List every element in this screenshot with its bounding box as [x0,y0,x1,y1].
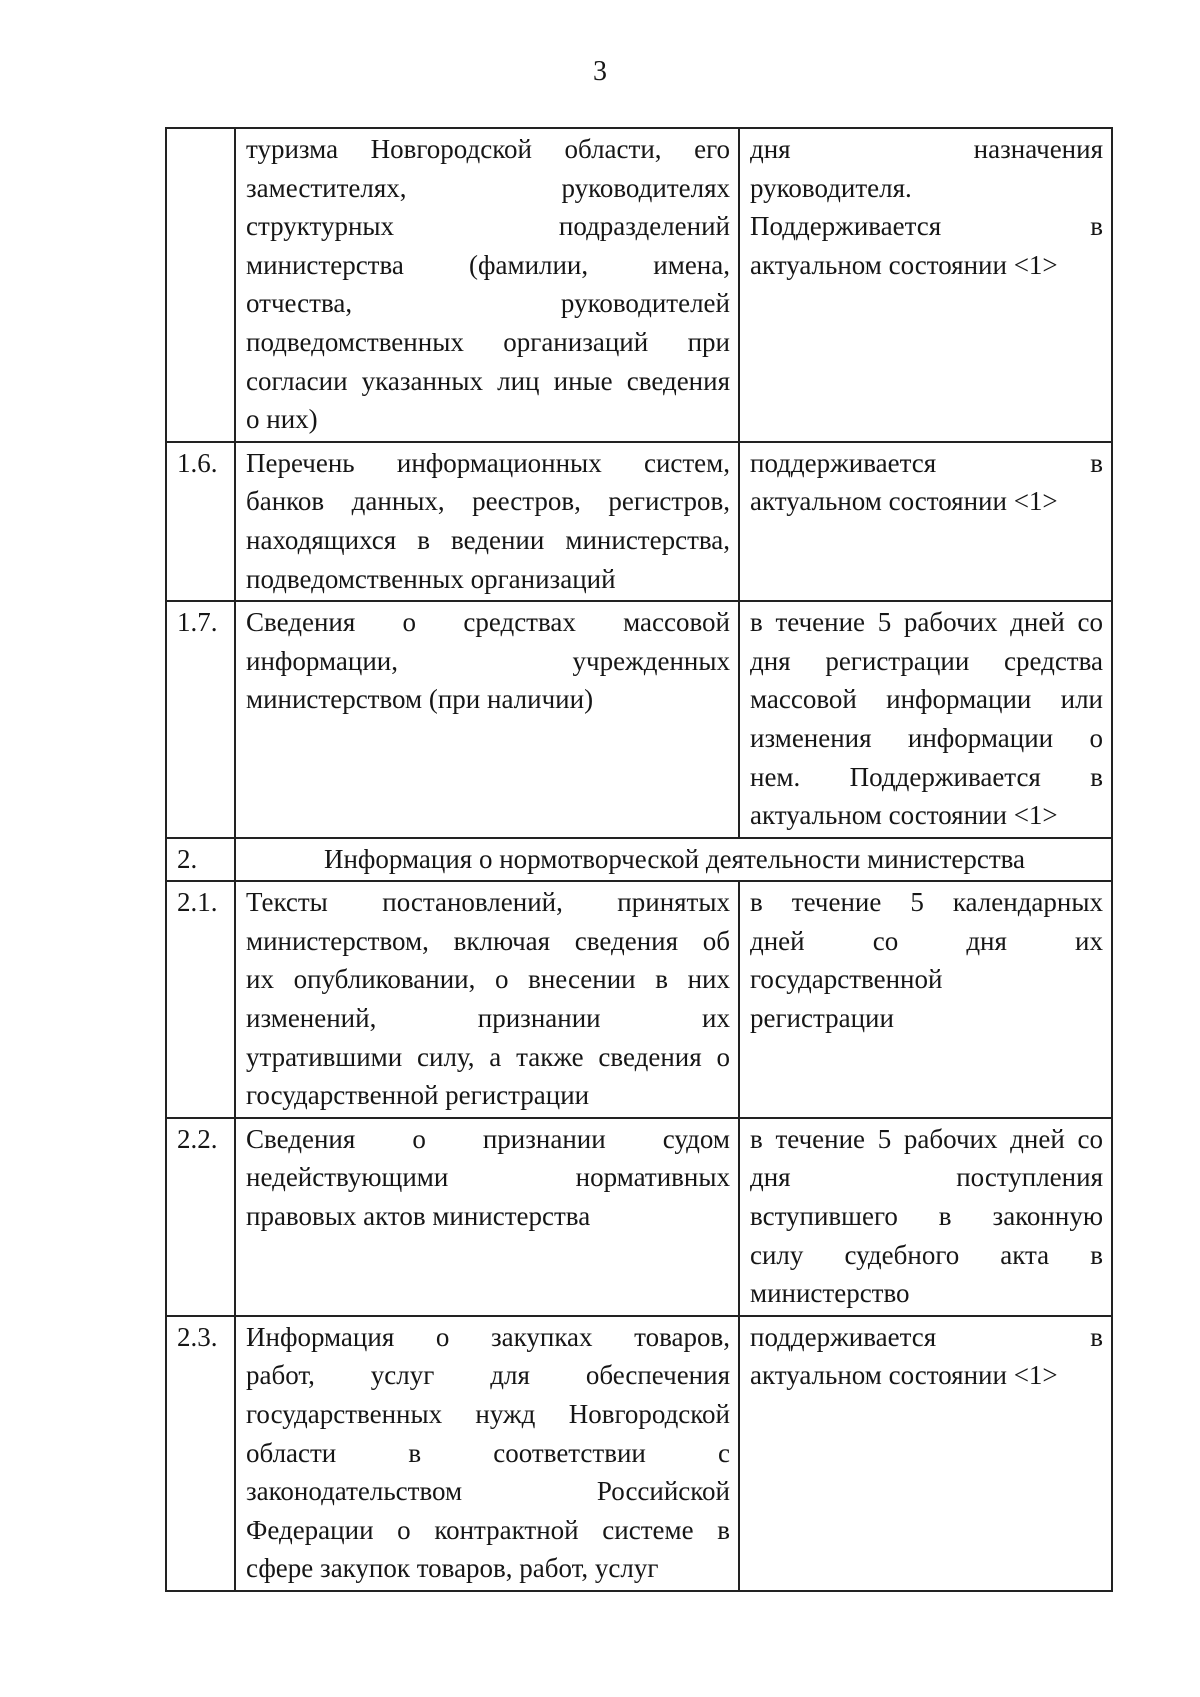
text-line: актуальном состоянии <1> [750,249,1058,280]
text-line: государственной [750,964,943,995]
text-line: Поддерживается в [750,211,1103,242]
table-row [166,881,1112,1118]
text-line: дня регистрации средства [750,645,1103,676]
text-line: информации, учрежденных [246,645,730,676]
text-line: министерства (фамилии, имена, [246,249,730,280]
publication-table [165,127,1113,1592]
text-line: дней со дня их [750,925,1103,956]
row-number [166,128,235,442]
text-line: Сведения о средствах массовой [246,607,730,638]
text-line: регистрации [750,1003,894,1034]
text-line: массовой информации или [750,684,1103,715]
row-number: 2.2. [166,1118,235,1316]
info-cell [235,881,739,1118]
text-line: министерство [750,1278,910,1309]
text-line: Информация о закупках товаров, [246,1321,730,1352]
table-row [166,601,1112,838]
text-line: актуальном состоянии <1> [750,1360,1058,1391]
info-cell [235,1316,739,1591]
table-row [166,128,1112,442]
text-line: области в соответствии с [246,1437,730,1468]
table-row [166,1118,1112,1316]
text-line: актуальном состоянии <1> [750,800,1058,831]
text-line: о них) [246,404,318,435]
text-line: подведомственных организаций при [246,326,730,357]
text-line: их опубликовании, о внесении в них [246,964,730,995]
text-line: в течение 5 календарных [750,887,1103,918]
row-number: 2. [166,838,235,882]
text-line: сфере закупок товаров, работ, услуг [246,1553,659,1584]
text-line: в течение 5 рабочих дней со [750,607,1103,638]
text-line: вступившего в законную [750,1201,1103,1232]
text-line: в течение 5 рабочих дней со [750,1123,1103,1154]
text-line: находящихся в ведении министерства, [246,524,730,555]
text-line: Перечень информационных систем, [246,447,730,478]
text-line: туризма Новгородской области, его [246,134,730,164]
text-line: заместителях, руководителях [246,172,730,203]
text-line: изменения информации о [750,722,1103,753]
text-line: поддерживается в [750,447,1103,478]
text-line: банков данных, реестров, регистров, [246,486,730,517]
text-line: министерством (при наличии) [246,684,594,715]
text-line: актуальном состоянии <1> [750,486,1058,517]
text-line: Тексты постановлений, принятых [246,887,730,918]
text-line: дня поступления [750,1162,1103,1193]
period-cell [739,442,1112,601]
table-row [166,838,1112,882]
period-cell [739,1316,1112,1591]
text-line: подведомственных организаций [246,563,616,594]
table-row [166,442,1112,601]
period-cell [739,881,1112,1118]
text-line: министерством, включая сведения об [246,925,730,956]
table-row [166,1316,1112,1591]
row-number: 2.3. [166,1316,235,1591]
text-line: работ, услуг для обеспечения [246,1360,730,1391]
table-body [166,128,1112,1591]
text-line: силу судебного акта в [750,1239,1103,1270]
info-cell [235,1118,739,1316]
period-cell [739,128,1112,442]
text-line: поддерживается в [750,1321,1103,1352]
text-line: недействующими нормативных [246,1162,730,1193]
section-title: Информация о нормотворческой деятельности министерства [235,838,1112,882]
text-line: Сведения о признании судом [246,1123,730,1154]
text-line: государственных нужд Новгородской [246,1399,730,1429]
text-line: дня назначения [750,134,1103,164]
info-cell [235,601,739,838]
row-number: 1.6. [166,442,235,601]
info-cell [235,442,739,601]
text-line: структурных подразделений [246,211,730,242]
text-line: нем. Поддерживается в [750,761,1103,792]
text-line: государственной регистрации [246,1080,590,1111]
text-line: изменений, признании их [246,1003,730,1034]
info-cell [235,128,739,442]
text-line: утратившими силу, а также сведения о [246,1041,730,1072]
text-line: законодательством Российской [246,1476,730,1507]
text-line: отчества, руководителей [246,288,730,319]
row-number: 1.7. [166,601,235,838]
page-number: 3 [593,56,607,87]
text-line: руководителя. [750,172,912,203]
period-cell [739,601,1112,838]
text-line: согласии указанных лиц иные сведения [246,365,730,396]
row-number: 2.1. [166,881,235,1118]
text-line: правовых актов министерства [246,1201,591,1232]
text-line: Федерации о контрактной системе в [246,1514,730,1545]
period-cell [739,1118,1112,1316]
